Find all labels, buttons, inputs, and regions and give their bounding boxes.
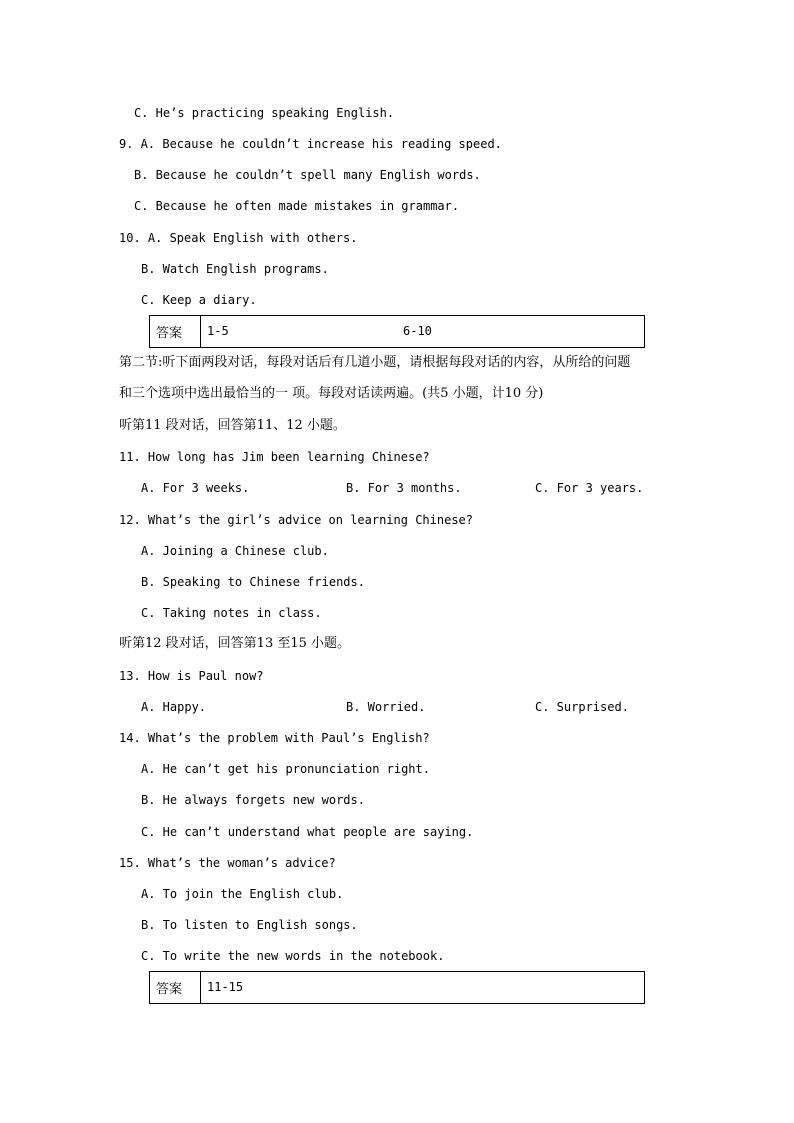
q11-option-a: A. For 3 weeks. — [141, 481, 250, 495]
q9-option-b: B. Because he couldn’t spell many English words. — [134, 168, 481, 182]
q9-option-a: 9. A. Because he couldn’t increase his reading speed. — [119, 137, 502, 151]
answer-box-1-field[interactable] — [201, 316, 644, 347]
answer-box-2-field[interactable] — [201, 972, 644, 1003]
q11-option-c: C. For 3 years. — [535, 481, 644, 495]
dialogue-12-instructions: 听第12 段对话，回答第13 至15 小题。 — [119, 636, 351, 651]
q10-option-b: B. Watch English programs. — [141, 262, 329, 276]
answer-box-1-label: 答案 — [150, 316, 201, 347]
q14-stem: 14. What’s the problem with Paul’s English? — [119, 731, 430, 745]
q13-stem: 13. How is Paul now? — [119, 669, 264, 683]
q15-option-c: C. To write the new words in the notebook. — [141, 949, 445, 963]
q14-option-b: B. He always forgets new words. — [141, 793, 365, 807]
q10-option-a: 10. A. Speak English with others. — [119, 231, 358, 245]
q13-option-c: C. Surprised. — [535, 700, 629, 714]
q12-option-a: A. Joining a Chinese club. — [141, 544, 329, 558]
q15-option-a: A. To join the English club. — [141, 887, 344, 901]
q13-option-b: B. Worried. — [346, 700, 426, 714]
q8-option-c: C. He’s practicing speaking English. — [134, 106, 395, 120]
q12-option-b: B. Speaking to Chinese friends. — [141, 575, 365, 589]
q15-stem: 15. What’s the woman’s advice? — [119, 856, 336, 870]
answer-box-2 — [149, 971, 645, 1004]
answer-range-11-15: 11-15 — [207, 980, 244, 994]
section2-instructions-line2: 和三个选项中选出最恰当的一 项。每段对话读两遍。(共5 小题，计10 分) — [119, 386, 544, 401]
q14-option-a: A. He can’t get his pronunciation right. — [141, 762, 430, 776]
q9-option-c: C. Because he often made mistakes in grammar. — [134, 199, 460, 213]
answer-box-1 — [149, 315, 645, 348]
q14-option-c: C. He can’t understand what people are saying. — [141, 825, 474, 839]
q12-stem: 12. What’s the girl’s advice on learning Chinese? — [119, 513, 474, 527]
q11-stem: 11. How long has Jim been learning Chinese? — [119, 450, 430, 464]
q13-option-a: A. Happy. — [141, 700, 207, 714]
q11-option-b: B. For 3 months. — [346, 481, 462, 495]
q12-option-c: C. Taking notes in class. — [141, 606, 322, 620]
q10-option-c: C. Keep a diary. — [141, 293, 257, 307]
answer-range-6-10: 6-10 — [403, 324, 432, 338]
section2-instructions-line1: 第二节:听下面两段对话，每段对话后有几道小题，请根据每段对话的内容，从所给的问题 — [119, 355, 631, 370]
dialogue-11-instructions: 听第11 段对话，回答第11、12 小题。 — [119, 418, 346, 433]
answer-range-1-5: 1-5 — [207, 324, 229, 338]
answer-box-2-label: 答案 — [150, 972, 201, 1003]
q15-option-b: B. To listen to English songs. — [141, 918, 358, 932]
